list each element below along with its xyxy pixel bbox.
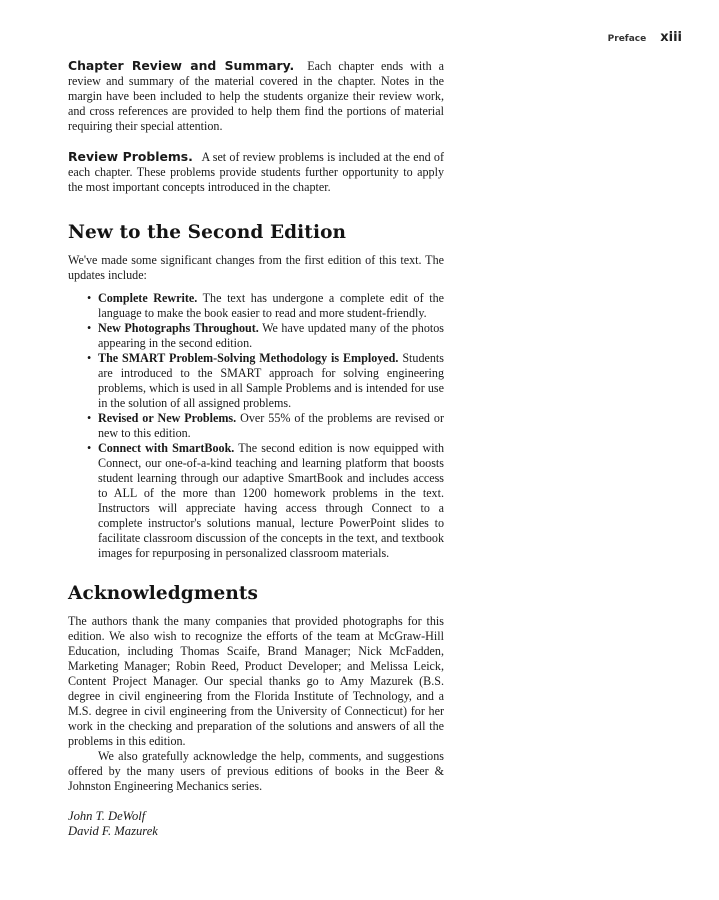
bullet-icon: • xyxy=(87,321,92,335)
bullet-icon: • xyxy=(87,411,92,425)
review-problems-text: A set of review problems is included at the end of each chapter. These problems provide students further opportunity to apply the most important concepts introduced in the chapter. xyxy=(68,150,444,194)
acknowledgments-paragraph-2: We also gratefully acknowledge the help, comments, and suggestions offered by the many users of previous editions of books in the Beer & Johnston Engineering Mechanics series. xyxy=(68,749,444,793)
list-item-text: The second edition is now equipped with Connect, our one-of-a-kind teaching and learning platform that boosts student learning through our adaptive SmartBook and includes access to ALL of the more than 1200 homework problems in the text. Instructors will appreciate having access through Connect to a complete instructor's solutions manual, lecture PowerPoint slides to facilitate classroom discussion of the concepts in the text, and textbook images for repurposing in personalized classroom materials. xyxy=(98,441,444,560)
list-item-text: The text has undergone a complete edit of the language to make the book easier to read and more student-friendly. xyxy=(98,291,444,320)
list-item-title: Complete Rewrite. xyxy=(98,291,198,305)
chapter-review-text: Each chapter ends with a review and summary of the material covered in the chapter. Notes in the margin have been included to help the students organize their review work, and cross references are provided to help them find the portions of material requiring their special attention. xyxy=(68,59,444,133)
acknowledgments-heading: Acknowledgments xyxy=(68,583,259,604)
bullet-icon: • xyxy=(87,441,92,455)
review-problems-paragraph xyxy=(68,149,444,195)
text-column xyxy=(68,58,444,839)
chapter-review-paragraph xyxy=(68,58,444,134)
chapter-review-title: Chapter Review and Summary. xyxy=(68,58,295,73)
new-edition-heading: New to the Second Edition xyxy=(68,222,347,243)
updates-list xyxy=(68,291,444,561)
bullet-icon: • xyxy=(87,351,92,365)
acknowledgments-paragraph-1: The authors thank the many companies that provided photographs for this edition. We also wish to recognize the efforts of the team at McGraw-Hill Education, including Thomas Scaife, Brand Manager; Nick McFadden, Marketing Manager; Robin Reed, Product Developer; and Melissa Leick, Content Project Manager. Our special thanks go to Amy Mazurek (B.S. degree in civil engineering from the Florida Institute of Technology, and a M.S. degree in civil engineering from the University of Connecticut) for her work in the checking and preparation of the solutions and answers of all the problems in this edition. xyxy=(68,614,444,748)
list-item xyxy=(68,411,444,441)
list-item-title: Connect with SmartBook. xyxy=(98,441,235,455)
list-item xyxy=(68,321,444,351)
bullet-icon: • xyxy=(87,291,92,305)
list-item-title: Revised or New Problems. xyxy=(98,411,237,425)
list-item-text: We have updated many of the photos appearing in the second edition. xyxy=(98,321,444,350)
list-item xyxy=(68,351,444,411)
list-item xyxy=(68,441,444,561)
author-signatures xyxy=(68,809,444,839)
author-name: John T. DeWolf xyxy=(68,809,146,823)
review-problems-title: Review Problems. xyxy=(68,149,193,164)
running-head-section: Preface xyxy=(607,34,647,44)
list-item xyxy=(68,291,444,321)
list-item-title: New Photographs Throughout. xyxy=(98,321,259,335)
list-item-text: Over 55% of the problems are revised or new to this edition. xyxy=(98,411,444,440)
list-item-title: The SMART Problem-Solving Methodology is Employed. xyxy=(98,351,399,365)
new-edition-intro: We've made some significant changes from the first edition of this text. The updates include: xyxy=(68,253,444,282)
running-head xyxy=(608,30,682,45)
page-number: xiii xyxy=(660,30,682,45)
list-item-text: Students are introduced to the SMART approach for solving engineering problems, which is used in all Sample Problems and is intended for use in the solution of all assigned problems. xyxy=(98,351,444,410)
author-name: David F. Mazurek xyxy=(68,824,158,838)
